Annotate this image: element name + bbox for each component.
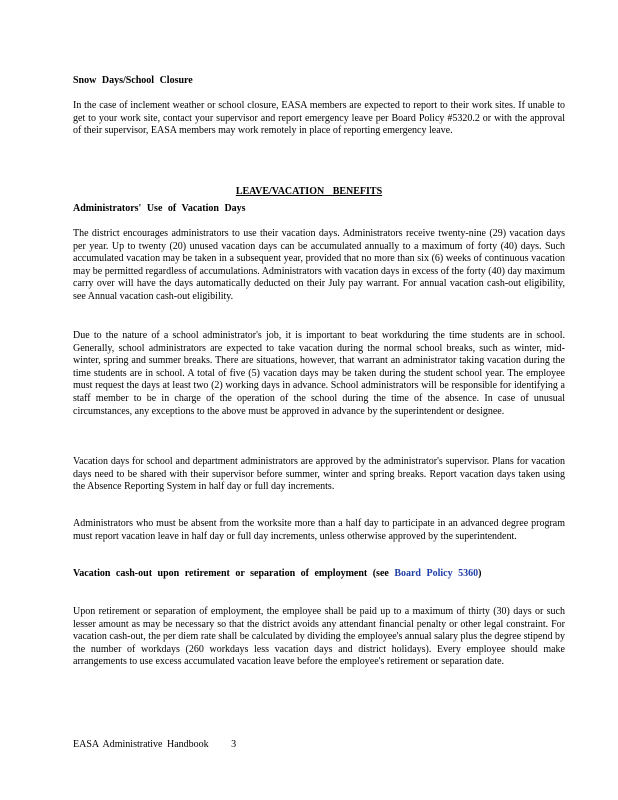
board-policy-link[interactable]: Board Policy 5360 [394,568,479,579]
cashout-heading [73,568,565,581]
leave-vacation-title: LEAVE/VACATION BENEFITS [235,186,383,197]
footer-page-number: 3 [231,739,237,750]
admin-vacation-paragraph-3: Vacation days for school and department administrators are approved by the administrator's supervisor. Plans for vacation days need to be shared with their supervisor before summer, winter and spring breaks. Report vacation days taken using the Absence Reporting System in half day or full day increments. [73,456,565,493]
cashout-heading-close: ) [478,568,482,579]
footer-handbook-title: EASA Administrative Handbook [73,739,209,750]
admin-vacation-paragraph-2: Due to the nature of a school administrator's job, it is important to beat workduring the time students are in school. Generally, school administrators are expected to take vacation during the normal school breaks, such as winter, mid-winter, spring and summer breaks. There are situations, however, that warrant an administrator taking vacation during the time students are in school. A total of five (5) vacation days may be taken during the student school year. The employee must request the days at least two (2) working days in advance. School administrators will be responsible for identifying a staff member to be in charge of the operation of the school during the time of the absence. In case of unusual circumstances, any exceptions to the above must be approved in advance by the superintendent or designee. [73,330,565,417]
admin-vacation-paragraph-1: The district encourages administrators to use their vacation days. Administrators receive twenty-nine (29) vacation days per year. Up to twenty (20) unused vacation days can be accumulated annually to a maximum of forty (40) days. Such accumulated vacation may be taken in a subsequent year, provided that no more than six (6) weeks of continuous vacation may be permitted regardless of accumulations. Administrators with vacation days in excess of the forty (40) day maximum carry over will have the days automatically deducted on their July pay warrant. For annual vacation cash-out eligibility, see Annual vacation cash-out eligibility. [73,228,565,302]
admin-vacation-paragraph-4: Administrators who must be absent from the worksite more than a half day to participate in an advanced degree program must report vacation leave in half day or full day increments, unless otherwise approved by the superintendent. [73,518,565,542]
cashout-heading-text: Vacation cash-out upon retirement or separation of employment (see [73,568,389,579]
cashout-paragraph: Upon retirement or separation of employment, the employee shall be paid up to a maximum of thirty (30) days or such lesser amount as may be necessary so that the district avoids any attendant financial penalty or other legal constraint. For vacation cash-out, the per diem rate shall be calculated by dividing the employee's annual salary plus the degree stipend by the number of workdays (260 workdays less vacation days and district holidays). Every employee should make arrangements to use excess accumulated vacation leave before the employee's retirement or separation date. [73,606,565,668]
admin-vacation-heading: Administrators' Use of Vacation Days [73,203,246,214]
page-footer [73,739,236,752]
snow-days-paragraph: In the case of inclement weather or school closure, EASA members are expected to report to their work sites. If unable to get to your work site, contact your supervisor and report emergency leave per Board Policy #5320.2 or with the approval of their supervisor, EASA members may work remotely in place of reporting emergency leave. [73,100,565,137]
snow-days-heading: Snow Days/School Closure [73,75,193,86]
